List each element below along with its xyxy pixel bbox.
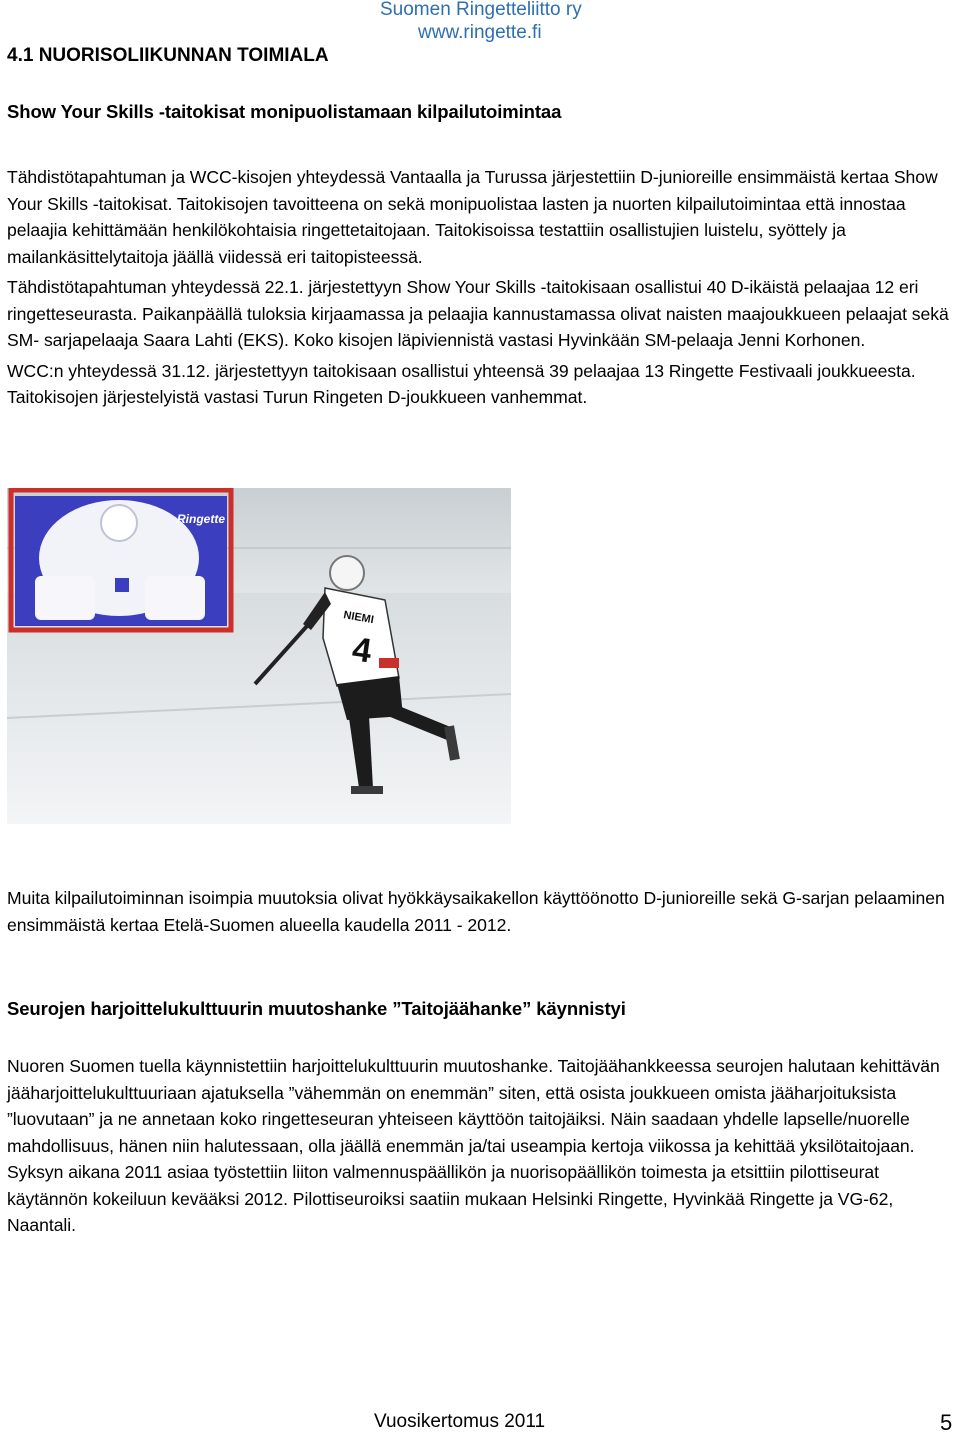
- article-body-show-your-skills: [7, 164, 957, 411]
- paragraph: Syksyn aikana 2011 asiaa työstettiin liiton valmennuspäällikön ja nuorisopäällikön toimesta ja etsittiin pilottiseurat käytännön kokeiluun kevääksi 2012. Pilottiseuroiksi saatiin mukaan Helsinki Ringette, Hyvinkää Ringette ja VG-62, Naantali.: [7, 1162, 894, 1235]
- organization-name: Suomen Ringetteliitto ry: [380, 0, 582, 20]
- page-number: 5: [940, 1410, 953, 1435]
- article-heading-show-your-skills: Show Your Skills -taitokisat monipuolistamaan kilpailutoimintaa: [7, 101, 562, 122]
- jersey-name: NIEMI: [342, 609, 375, 627]
- paragraph: WCC:n yhteydessä 31.12. järjestettyyn taitokisaan osallistui yhteensä 39 pelaajaa 13 Ringette Festivaali joukkueesta. Taitokisojen järjestelyistä vastasi Turun Ringeten D-joukkueen vanhemmat.: [7, 360, 916, 407]
- jersey-number: 4: [349, 630, 374, 671]
- paragraph-competition-changes: Muita kilpailutoiminnan isoimpia muutoksia olivat hyökkäysaikakellon käyttöönotto D-junioreille sekä G-sarjan pelaaminen ensimmäistä kertaa Etelä-Suomen alueella kaudella 2011 - 2012.: [7, 888, 945, 935]
- article-heading-taitojaahanke: Seurojen harjoittelukulttuurin muutoshanke ”Taitojäähanke” käynnistyi: [7, 998, 626, 1019]
- net-banner-text: Ringette: [177, 512, 225, 526]
- paragraph: Tähdistötapahtuman ja WCC-kisojen yhteydessä Vantaalla ja Turussa järjestettiin D-junioreille ensimmäistä kertaa Show Your Skills -taitokisat. Taitokisojen tavoitteena on sekä monipuolistaa lasten ja nuorten kilpailutoimintaa että innostaa pelaajia kehittämään henkilökohtaisia ringettetaitojaan. Taitokisoissa testattiin osallistujien luistelu, syöttely ja mailankäsittelytaitoja jäällä viidessä eri taitopisteessä.: [7, 167, 938, 267]
- photo-illustration: [7, 488, 511, 824]
- website-link[interactable]: www.ringette.fi: [418, 22, 542, 43]
- section-title: 4.1 NUORISOLIIKUNNAN TOIMIALA: [7, 45, 329, 66]
- footer-report-title: Vuosikertomus 2011: [374, 1411, 546, 1432]
- paragraph: Nuoren Suomen tuella käynnistettiin harjoittelukulttuurin muutoshanke. Taitojäähankkeessa seurojen halutaan kehittävän jääharjoittelukulttuuriaan ajatuksella ”vähemmän on enemmän” siten, että osista joukkueen omista jääharjoituksista ”luovutaan” ja ne annetaan koko ringetteseuran yhteiseen käyttöön taitojäiksi. Näin saadaan yhdelle lapselle/nuorelle mahdollisuus, hänen niin halutessaan, olla jäällä enemmän ja/tai useampia kertoja viikossa ja kehittää yksilötaitojaan.: [7, 1056, 940, 1156]
- paragraph: Tähdistötapahtuman yhteydessä 22.1. järjestettyyn Show Your Skills -taitokisaan osallistui 40 D-ikäistä pelaajaa 12 eri ringetteseurasta. Paikanpäällä tuloksia kirjaamassa ja pelaajia kannustamassa olivat naisten maajoukkueen pelaajat sekä SM- sarjapelaaja Saara Lahti (EKS). Koko kisojen läpiviennistä vastasi Hyvinkään SM-pelaaja Jenni Korhonen.: [7, 277, 949, 350]
- ringette-player-photo: [7, 488, 511, 824]
- article-body-taitojaahanke: [7, 1053, 957, 1239]
